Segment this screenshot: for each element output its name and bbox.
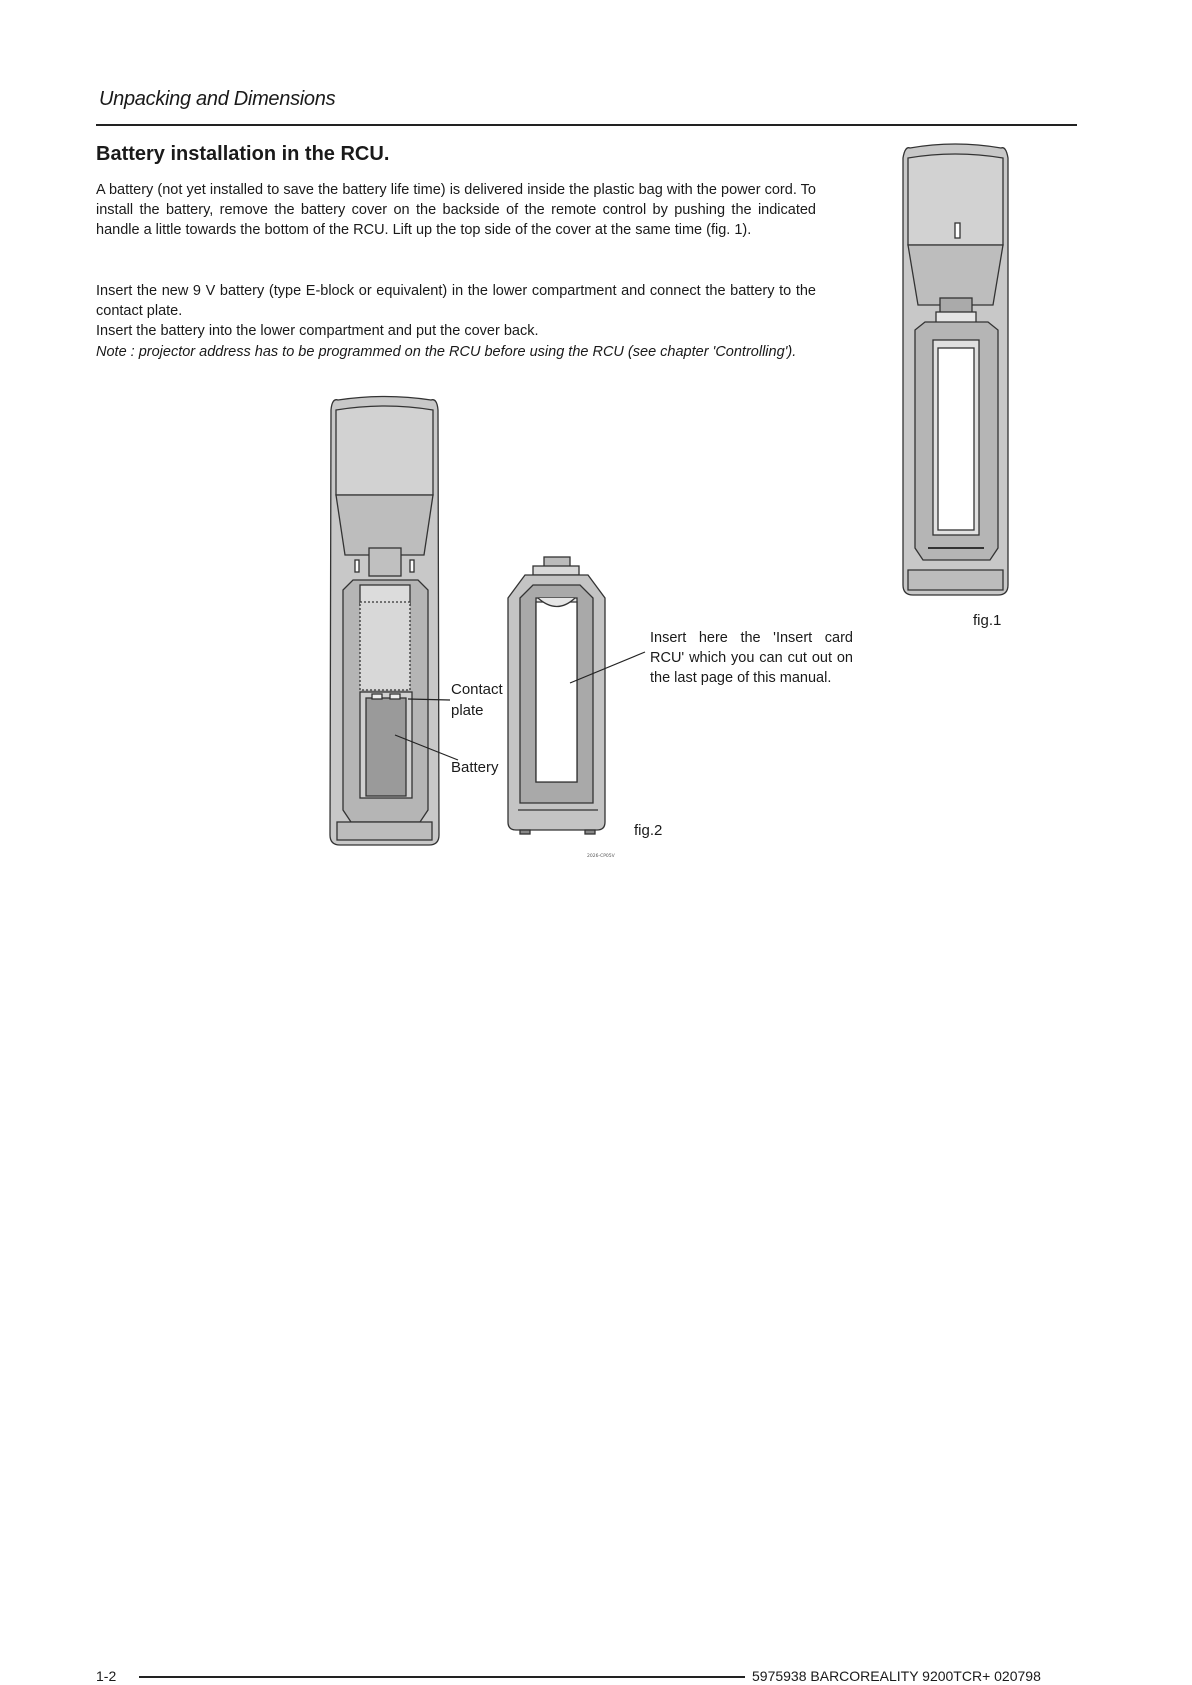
footer-page-number: 1-2 <box>96 1668 117 1684</box>
page-heading: Battery installation in the RCU. <box>96 143 390 165</box>
fig1-rcu-illustration <box>903 144 1008 595</box>
paragraph-note: Note : projector address has to be programmed on the RCU before using the RCU (see chapter 'Controlling'). <box>96 344 797 360</box>
fig1-label: fig.1 <box>973 612 1002 629</box>
paragraph-close-cover: Insert the battery into the lower compartment and put the cover back. <box>96 323 539 339</box>
insert-card-callout: Insert here the 'Insert card RCU' which you can cut out on the last page of this manual. <box>650 630 853 686</box>
paragraph-insert-battery: Insert the new 9 V battery (type E-block or equivalent) in the lower compartment and connect the battery to the contact plate. <box>96 283 816 319</box>
footer-rule <box>139 1676 745 1678</box>
drawing-code: 2026-CP05V <box>587 854 615 859</box>
footer-document-id: 5975938 BARCOREALITY 9200TCR+ 020798 <box>752 1668 1041 1684</box>
contact-plate-label-line1: Contact <box>451 681 503 698</box>
battery-cover-illustration <box>508 557 645 834</box>
battery-label: Battery <box>451 759 499 776</box>
fig2-rcu-illustration <box>330 397 458 846</box>
paragraph-battery-intro: A battery (not yet installed to save the battery life time) is delivered inside the plastic bag with the power cord. To install the battery, remove the battery cover on the backside of the remote control by pushing the indicated handle a little towards the bottom of the RCU. Lift up the top side of the cover at the same time (fig. 1). <box>96 182 816 238</box>
contact-plate-label-line2: plate <box>451 702 484 719</box>
fig2-label: fig.2 <box>634 822 663 839</box>
section-title: Unpacking and Dimensions <box>99 88 336 110</box>
